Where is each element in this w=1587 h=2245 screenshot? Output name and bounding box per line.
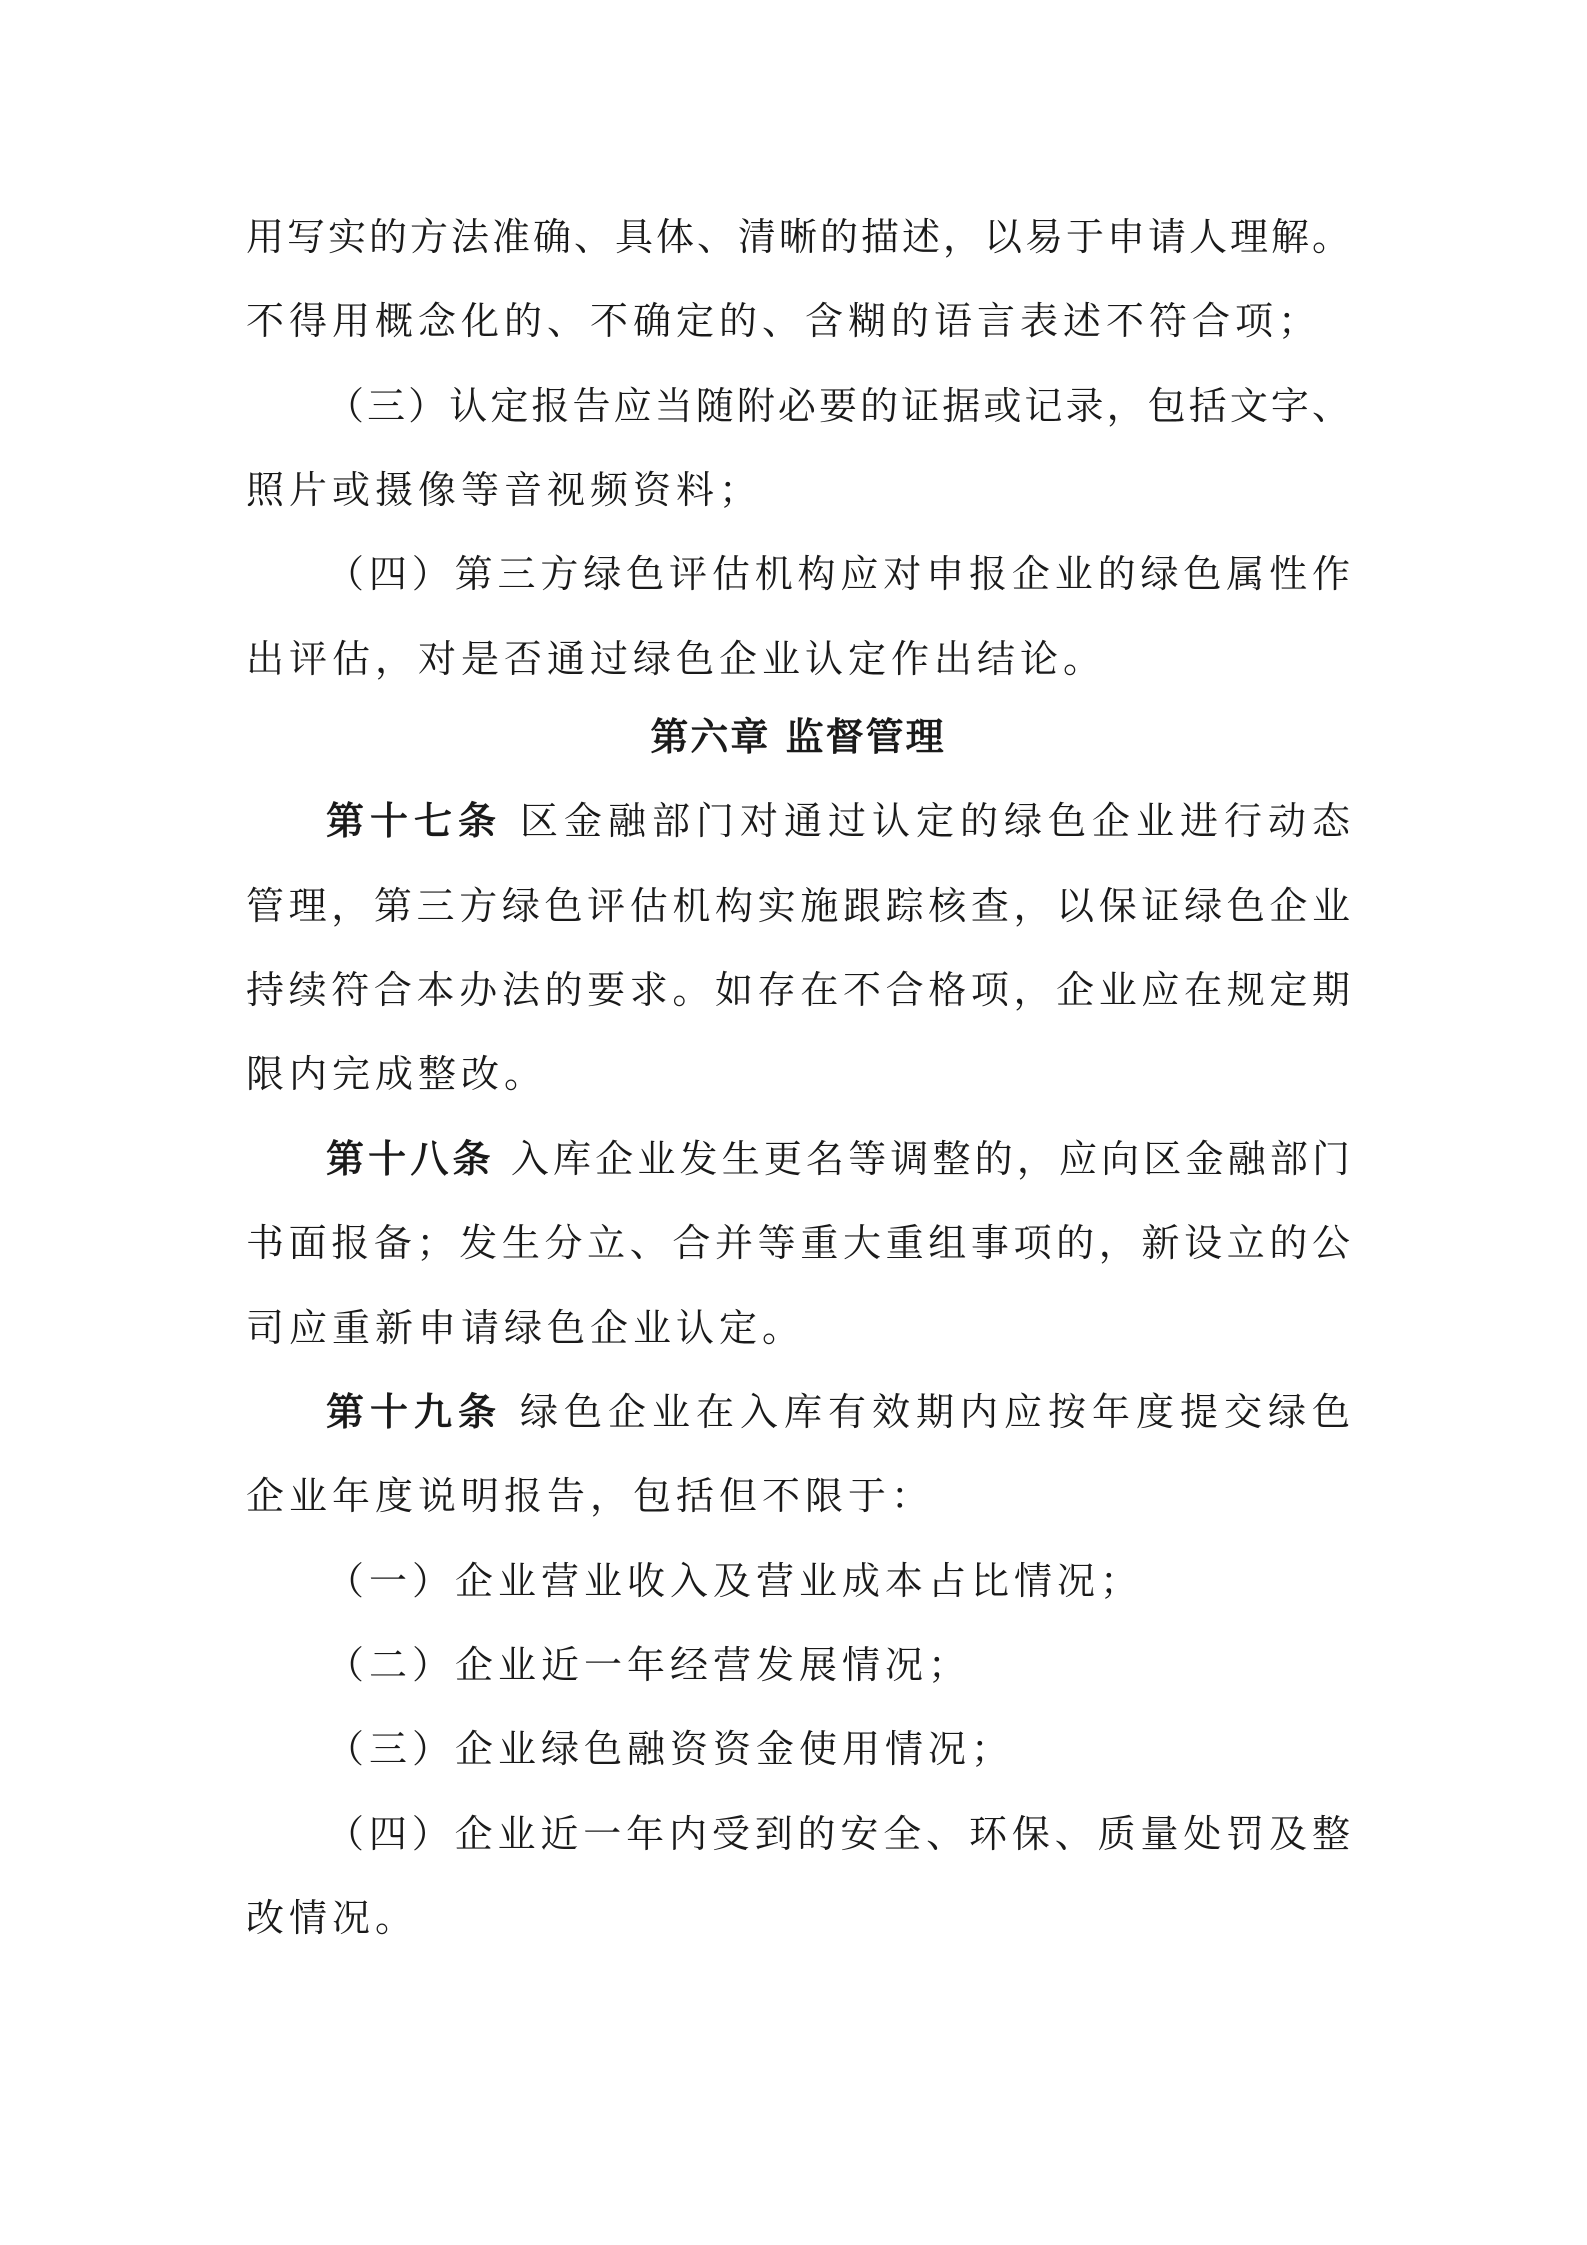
- article-19-line: 企业年度说明报告，包括但不限于：: [246, 1474, 935, 1518]
- article-17-text: 区金融部门对通过认定的绿色企业进行动态: [501, 799, 1350, 843]
- list-item: （一）企业营业收入及营业成本占比情况；: [326, 1559, 1144, 1603]
- article-19-number: 第十九条: [326, 1390, 502, 1434]
- article-18-text: 入库企业发生更名等调整的，应向区金融部门: [494, 1137, 1350, 1181]
- list-item-line: 照片或摄像等音视频资料；: [246, 468, 763, 512]
- article-18-line: 书面报备；发生分立、合并等重大重组事项的，新设立的公: [246, 1221, 1350, 1265]
- list-item-line: （三）认定报告应当随附必要的证据或记录，包括文字、: [326, 384, 1350, 428]
- list-item-line: （四）第三方绿色评估机构应对申报企业的绿色属性作: [326, 552, 1350, 596]
- list-item-line: 改情况。: [246, 1896, 419, 1940]
- article-18-line: 司应重新申请绿色企业认定。: [246, 1306, 806, 1350]
- article-19-text: 绿色企业在入库有效期内应按年度提交绿色: [501, 1390, 1350, 1434]
- article-17-line: 限内完成整改。: [246, 1052, 548, 1096]
- paragraph-line: 不得用概念化的、不确定的、含糊的语言表述不符合项；: [246, 299, 1322, 343]
- article-17-line: [246, 795, 1350, 847]
- article-18-line: [246, 1133, 1350, 1185]
- list-item: （三）企业绿色融资资金使用情况；: [326, 1727, 1015, 1771]
- article-18-number: 第十八条: [326, 1137, 495, 1181]
- chapter-heading: 第六章 监督管理: [650, 715, 946, 759]
- article-17-line: 持续符合本办法的要求。如存在不合格项，企业应在规定期: [246, 968, 1350, 1012]
- paragraph-line: 用写实的方法准确、具体、清晰的描述，以易于申请人理解。: [246, 215, 1350, 259]
- list-item: （二）企业近一年经营发展情况；: [326, 1643, 972, 1687]
- article-17-line: 管理，第三方绿色评估机构实施跟踪核查，以保证绿色企业: [246, 884, 1350, 928]
- article-19-line: [246, 1386, 1350, 1438]
- article-17-number: 第十七条: [326, 799, 502, 843]
- list-item: （四）企业近一年内受到的安全、环保、质量处罚及整: [326, 1812, 1350, 1856]
- list-item-line: 出评估，对是否通过绿色企业认定作出结论。: [246, 637, 1107, 681]
